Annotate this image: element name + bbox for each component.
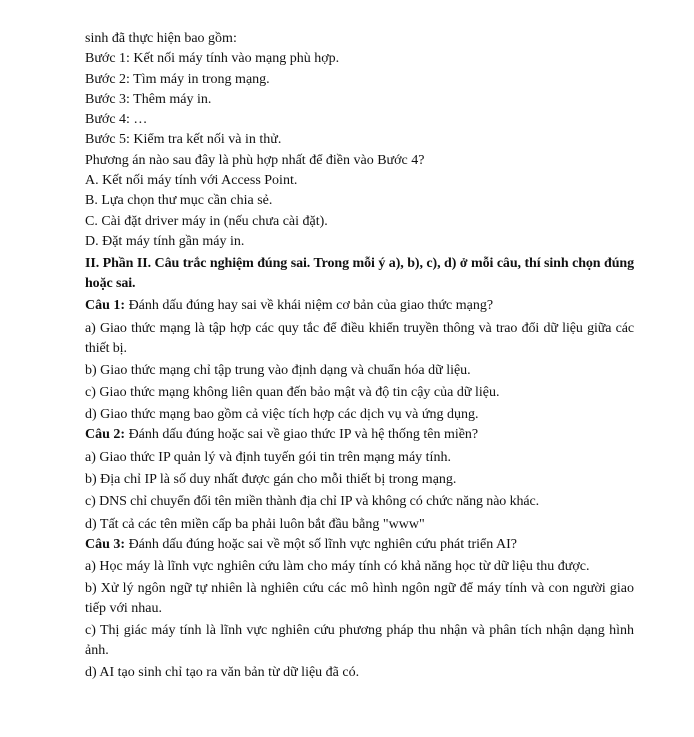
q3-item-b: b) Xử lý ngôn ngữ tự nhiên là nghiên cứu các mô hình ngôn ngữ để máy tính và con người giao tiếp với nhau. — [85, 581, 634, 617]
q1-label: Câu 1: — [85, 298, 126, 314]
part2-heading: II. Phần II. Câu trắc nghiệm đúng sai. Trong mỗi ý a), b), c), d) ở mỗi câu, thí sinh chọn đúng hoặc sai. — [85, 256, 634, 292]
step-1: Bước 1: Kết nối máy tính vào mạng phù hợp. — [85, 51, 340, 67]
q2-stem — [85, 425, 634, 445]
q1-stem — [85, 296, 634, 316]
q3-item-d: d) AI tạo sinh chỉ tạo ra văn bản từ dữ liệu đã có. — [85, 665, 360, 681]
q2-label: Câu 2: — [85, 427, 126, 443]
step-4: Bước 4: … — [85, 112, 148, 128]
q3-item-c: c) Thị giác máy tính là lĩnh vực nghiên cứu phương pháp thu nhận và phân tích nhận dạng hình ảnh. — [85, 623, 634, 659]
q2-item-b: b) Địa chỉ IP là số duy nhất được gán cho mỗi thiết bị trong mạng. — [85, 472, 457, 488]
option-c: C. Cài đặt driver máy in (nếu chưa cài đặt). — [85, 213, 328, 229]
q3-stem — [85, 535, 634, 555]
q2-item-c: c) DNS chỉ chuyển đổi tên miền thành địa chỉ IP và không có chức năng nào khác. — [85, 494, 540, 510]
step-3: Bước 3: Thêm máy in. — [85, 91, 212, 107]
q2-item-a: a) Giao thức IP quản lý và định tuyến gói tin trên mạng máy tính. — [85, 449, 451, 465]
step-5: Bước 5: Kiểm tra kết nối và in thử. — [85, 132, 282, 148]
q1-item-b: b) Giao thức mạng chỉ tập trung vào định dạng và chuẩn hóa dữ liệu. — [85, 362, 471, 378]
q1-item-c: c) Giao thức mạng không liên quan đến bảo mật và độ tin cậy của dữ liệu. — [85, 384, 500, 400]
step-2: Bước 2: Tìm máy in trong mạng. — [85, 71, 270, 87]
q1-text: Đánh dấu đúng hay sai về khái niệm cơ bản của giao thức mạng? — [125, 298, 494, 314]
q3-label: Câu 3: — [85, 536, 126, 552]
q3-item-a: a) Học máy là lĩnh vực nghiên cứu làm cho máy tính có khả năng học từ dữ liệu thu được. — [85, 559, 590, 575]
intro-lead: sinh đã thực hiện bao gồm: — [85, 31, 237, 46]
q1-item-a: a) Giao thức mạng là tập hợp các quy tắc để điều khiển truyền thông và trao đổi dữ liệu giữa các thiết bị. — [85, 320, 634, 356]
q1-item-d: d) Giao thức mạng bao gồm cả việc tích hợp các dịch vụ và ứng dụng. — [85, 407, 479, 423]
option-b: B. Lựa chọn thư mục cần chia sẻ. — [85, 193, 273, 209]
q3-text: Đánh dấu đúng hoặc sai về một số lĩnh vực nghiên cứu phát triển AI? — [125, 536, 517, 552]
intro-question: Phương án nào sau đây là phù hợp nhất để điền vào Bước 4? — [85, 152, 425, 168]
q2-text: Đánh dấu đúng hoặc sai về giao thức IP và hệ thống tên miền? — [125, 427, 479, 443]
option-a: A. Kết nối máy tính với Access Point. — [85, 173, 298, 189]
option-d: D. Đặt máy tính gần máy in. — [85, 233, 245, 249]
q2-item-d: d) Tất cả các tên miền cấp ba phải luôn bắt đầu bằng "www" — [85, 516, 425, 532]
